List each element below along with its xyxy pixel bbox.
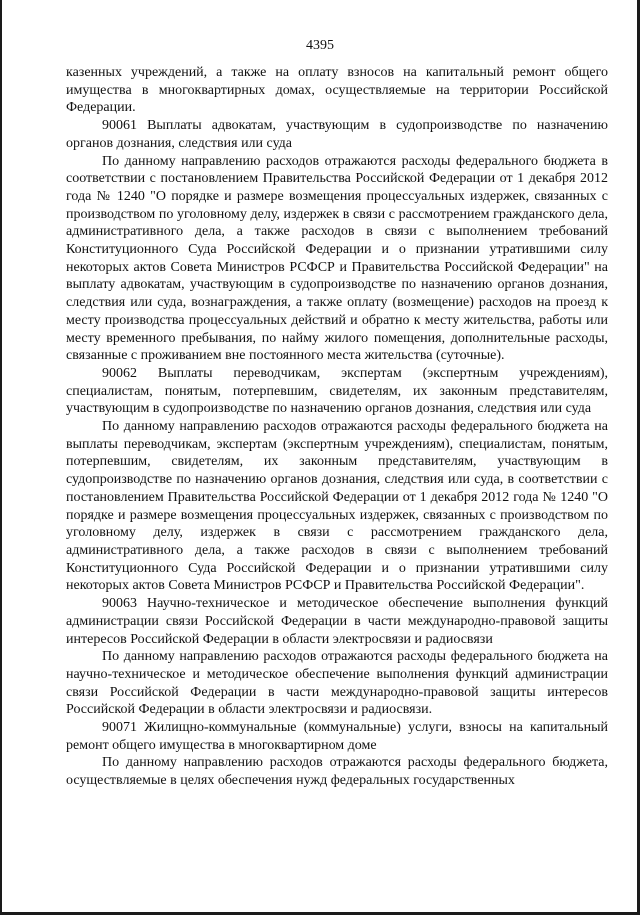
paragraph-continuation: казенных учреждений, а также на оплату взносов на капитальный ремонт общего имущества в многоквартирных домах, осуществляемые на территории Российской Федерации. [66, 65, 608, 116]
paragraph-90061-description: По данному направлению расходов отражаются расходы федерального бюджета в соответствии с постановлением Правительства Российской Федерации от 1 декабря 2012 года № 1240 "О порядке и размере возмещения процессуальных издержек, связанных с производством по уголовному делу, издержек в связи с рассмотрением гражданского дела, административного дела, а также расходов в связи с выполнением требований Конституционного Суда Российской Федерации и о признании утратившими силу некоторых актов Совета Министров РСФСР и Правительства Российской Федерации" на выплату адвокатам, участвующим в судопроизводстве по назначению органов дознания, следствия или суда, вознаграждения, а также оплату (возмещение) расходов на проезд к месту производства процессуальных действий и обратно к месту жительства, работы или месту временного пребывания, по найму жилого помещения, дополнительные расходы, связанные с проживанием вне постоянного места жительства (суточные). [66, 153, 608, 364]
document-body [66, 64, 608, 790]
section-heading-90071: 90071 Жилищно-коммунальные (коммунальные) услуги, взносы на капитальный ремонт общего имущества в многоквартирном доме [66, 720, 608, 753]
page-number: 4395 [306, 38, 334, 53]
section-heading-90063: 90063 Научно-техническое и методическое обеспечение выполнения функций администрации связи Российской Федерации в части международно-правовой защиты интересов Российской Федерации в области электросвязи и радиосвязи [66, 596, 608, 647]
paragraph-90071-description: По данному направлению расходов отражаются расходы федерального бюджета, осуществляемые в целях обеспечения нужд федеральных государственных [66, 755, 608, 789]
paragraph-90063-description: По данному направлению расходов отражаются расходы федерального бюджета на научно-техническое и методическое обеспечение выполнения функций администрации связи Российской Федерации в части международно-правовой защиты интересов Российской Федерации в области электросвязи и радиосвязи. [66, 649, 608, 718]
section-heading-90062: 90062 Выплаты переводчикам, экспертам (экспертным учреждениям), специалистам, понятым, потерпевшим, свидетелям, их законным представителям, участвующим в судопроизводстве по назначению органов дознания, следствия или суда [66, 365, 608, 417]
scan-border-left [0, 0, 2, 915]
paragraph-90062-description: По данному направлению расходов отражаются расходы федерального бюджета на выплаты переводчикам, экспертам (экспертным учреждениям), специалистам, понятым, потерпевшим, свидетелям, их законным представителям, участвующим в судопроизводстве по назначению органов дознания, следствия или суда, в соответствии с постановлением Правительства Российской Федерации от 1 декабря 2012 года № 1240 "О порядке и размере возмещения процессуальных издержек, связанных с производством по уголовному делу, издержек в связи с рассмотрением гражданского дела, административного дела, а также расходов в связи с выполнением требований Конституционного Суда Российской Федерации и о признании утратившими силу некоторых актов Совета Министров РСФСР и Правительства Российской Федерации". [66, 419, 608, 594]
section-heading-90061: 90061 Выплаты адвокатам, участвующим в судопроизводстве по назначению органов дознания, следствия или суда [66, 118, 608, 151]
